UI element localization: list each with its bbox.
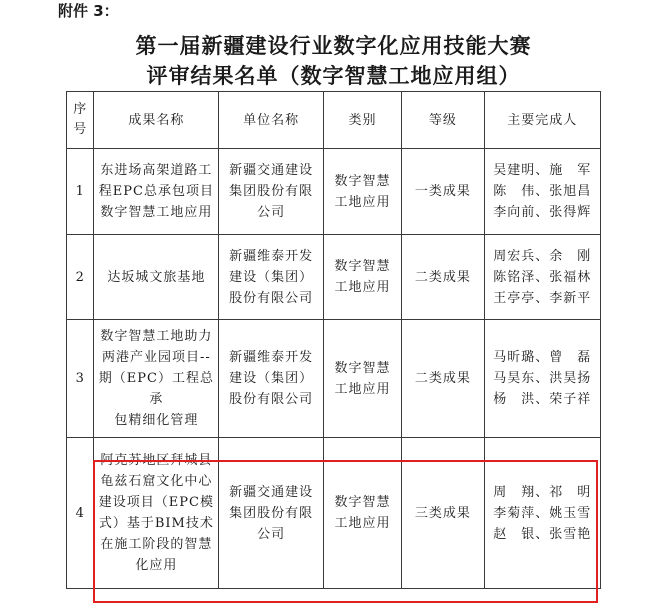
cell-no: 4	[67, 438, 94, 589]
cell-category	[323, 320, 401, 438]
cell-category-text: 数字智慧 工地应用	[334, 360, 391, 397]
cell-no: 2	[67, 235, 94, 320]
cell-people	[484, 235, 600, 320]
cell-category	[323, 235, 401, 320]
header-no	[67, 92, 94, 149]
attachment-label: 附件 3：	[58, 2, 119, 20]
header-people: 主要完成人	[484, 92, 600, 149]
header-no-line2: 号	[73, 122, 88, 137]
document-title: 第一届新疆建设行业数字化应用技能大赛	[135, 33, 532, 58]
cell-name-text: 东进场高架道路工 程EPC总承包项目 数字智慧工地应用	[98, 163, 214, 220]
cell-name	[94, 438, 219, 589]
cell-name	[94, 320, 219, 438]
cell-people	[484, 320, 600, 438]
cell-category-text: 数字智慧 工地应用	[334, 259, 391, 295]
cell-people	[484, 149, 600, 235]
document-subtitle: 评审结果名单（数字智慧工地应用组）	[146, 63, 521, 88]
cell-unit-text: 新疆交通建设 集团股份有限 公司	[229, 484, 314, 542]
cell-unit-text: 新疆交通建设 集团股份有限 公司	[229, 163, 314, 220]
cell-no: 1	[67, 149, 94, 235]
header-category: 类别	[323, 92, 401, 149]
results-table	[66, 91, 601, 589]
cell-name-text: 达坂城文旅基地	[107, 269, 206, 285]
cell-people-text: 马昕璐、曾 磊 马昊东、洪昊扬 杨 洪、荣子祥	[493, 350, 592, 407]
cell-unit-text: 新疆维泰开发 建设（集团） 股份有限公司	[229, 248, 314, 306]
cell-category	[323, 438, 401, 589]
cell-grade: 一类成果	[402, 149, 484, 235]
cell-people-text: 周 翔、祁 明 李菊萍、姚玉雪 赵 银、张雪艳	[493, 484, 592, 542]
table-row	[67, 235, 601, 320]
cell-unit	[219, 320, 324, 438]
cell-category-text: 数字智慧 工地应用	[334, 495, 391, 531]
cell-grade: 三类成果	[402, 438, 484, 589]
table-row	[67, 149, 601, 235]
cell-name	[94, 149, 219, 235]
cell-no: 3	[67, 320, 94, 438]
cell-name-text: 数字智慧工地助力 两港产业园项目-- 期（EPC）工程总承 包精细化管理	[98, 329, 214, 428]
cell-grade: 二类成果	[402, 235, 484, 320]
table-row	[67, 320, 601, 438]
header-grade: 等级	[402, 92, 484, 149]
header-no-line1: 序	[73, 102, 88, 117]
cell-grade: 二类成果	[402, 320, 484, 438]
cell-unit	[219, 438, 324, 589]
cell-unit	[219, 235, 324, 320]
cell-category-text: 数字智慧 工地应用	[334, 173, 391, 210]
cell-unit-text: 新疆维泰开发 建设（集团） 股份有限公司	[229, 350, 314, 407]
cell-people	[484, 438, 600, 589]
cell-people-text: 吴建明、施 军 陈 伟、张旭昌 李向前、张得辉	[493, 163, 592, 220]
table-row	[67, 438, 601, 589]
header-unit: 单位名称	[219, 92, 324, 149]
cell-unit	[219, 149, 324, 235]
header-name: 成果名称	[94, 92, 219, 149]
table-header-row	[67, 92, 601, 149]
cell-name-text: 阿克苏地区拜城县 龟兹石窟文化中心 建设项目（EPC模 式）基于BIM技术 在施工阶段的智慧 化应用	[98, 453, 214, 573]
cell-people-text: 周宏兵、余 刚 陈铭泽、张福林 王亭亭、李新平	[493, 248, 592, 306]
cell-category	[323, 149, 401, 235]
cell-name	[94, 235, 219, 320]
